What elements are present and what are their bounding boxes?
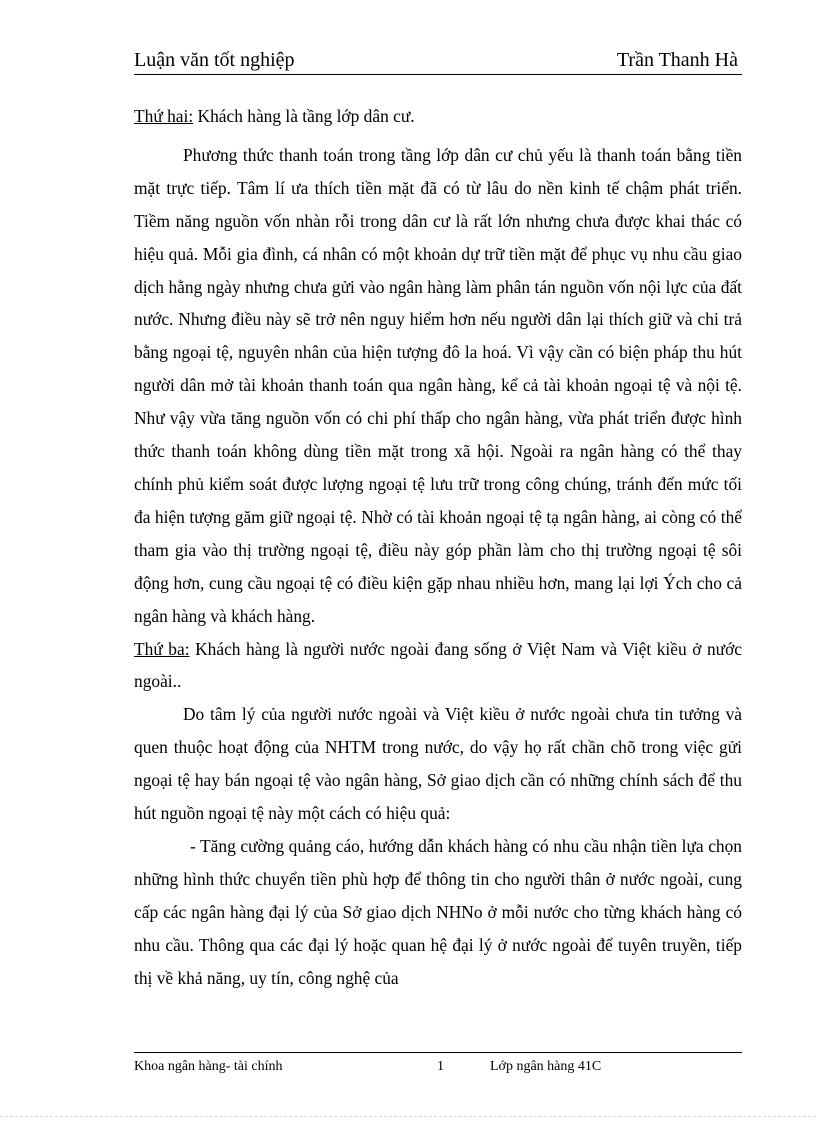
section-label-2: Thứ hai: xyxy=(134,106,194,126)
header-author-name: Trần Thanh Hà xyxy=(616,49,738,71)
section-title-2: Khách hàng là tầng lớp dân cư. xyxy=(193,106,415,126)
header-thesis-title: Luận văn tốt nghiệp xyxy=(134,49,295,71)
section-heading-2 xyxy=(134,100,742,133)
footer-class: Lớp ngân hàng 41C xyxy=(490,1059,602,1074)
page-footer xyxy=(134,1052,742,1074)
page-header xyxy=(134,48,742,75)
document-body xyxy=(134,100,742,994)
footer-faculty: Khoa ngân hàng- tài chính xyxy=(134,1059,283,1074)
section-heading-3 xyxy=(134,633,742,699)
page-bottom-edge xyxy=(0,1116,816,1117)
section-label-3: Thứ ba: xyxy=(134,638,190,659)
paragraph-foreigners: Do tâm lý của người nước ngoài và Việt kiều ở nước ngoài chưa tin tưởng và quen thuộc hoạt động của NHTM trong nước, do vậy họ rất chần chõ trong việc gửi ngoại tệ hay bán ngoại tệ vào ngân hàng, Sở giao dịch cần có những chính sách để thu hút nguồn ngoại tệ này một cách có hiệu quả: xyxy=(134,704,742,824)
footer-page-number: 1 xyxy=(437,1059,444,1074)
bullet-advertising: - Tăng cường quảng cáo, hướng dẫn khách hàng có nhu cầu nhận tiền lựa chọn những hình thức chuyển tiền phù hợp để thông tin cho người thân ở nước ngoài, cung cấp các ngân hàng đại lý của Sở giao dịch NHNo ở mỗi nước cho từng khách hàng có nhu cầu. Thông qua các đại lý hoặc quan hệ đại lý ở nước ngoài để tuyên truyền, tiếp thị về khả năng, uy tín, công nghệ của xyxy=(134,835,742,988)
section-title-3: Khách hàng là người nước ngoài đang sống ở Việt Nam và Việt kiều ở nước ngoài.. xyxy=(134,638,742,692)
paragraph-residents: Phương thức thanh toán trong tầng lớp dân cư chủ yếu là thanh toán bằng tiền mặt trực tiếp. Tâm lí ưa thích tiền mặt đã có từ lâu do nền kinh tế chậm phát triển. Tiềm năng nguồn vốn nhàn rỗi trong dân cư là rất lớn nhưng chưa được khai thác có hiệu quả. Mỗi gia đình, cá nhân có một khoản dự trữ tiền mặt để phục vụ nhu cầu giao dịch hằng ngày nhưng chưa gửi vào ngân hàng làm phân tán nguồn vốn nội lực của đất nước. Nhưng điều này sẽ trở nên nguy hiểm hơn nếu người dân lại thích giữ và chi trả bằng ngoại tệ, nguyên nhân của hiện tượng đô la hoá. Vì vậy cần có biện pháp thu hút người dân mở tài khoản thanh toán qua ngân hàng, kể cả tài khoản ngoại tệ và nội tệ. Như vậy vừa tăng nguồn vốn có chi phí thấp cho ngân hàng, vừa phát triển được hình thức thanh toán không dùng tiền mặt trong xã hội. Ngoài ra ngân hàng có thể thay chính phủ kiểm soát được lượng ngoại tệ lưu trữ trong công chúng, tránh đến mức tối đa hiện tượng găm giữ ngoại tệ. Nhờ có tài khoản ngoại tệ tạ ngân hàng, ai còng có thể tham gia vào thị trường ngoại tệ, điều này góp phần làm cho thị trường ngoại tệ sôi động hơn, cung cầu ngoại tệ có điều kiện gặp nhau nhiều hơn, mang lại lợi Ých cho cả ngân hàng và khách hàng. xyxy=(134,144,742,626)
